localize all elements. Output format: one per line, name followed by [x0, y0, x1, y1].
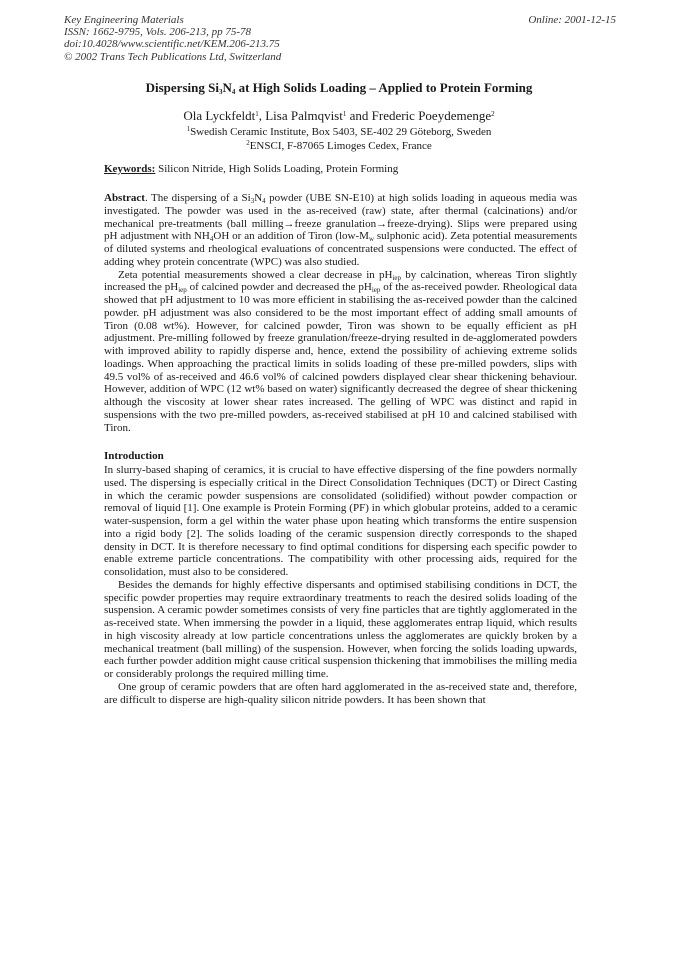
abstract-paragraph: Abstract. The dispersing of a $Si_3N_4$ powder (UBE SN-E10) at high solids loading in aqueous media was investigated. The powder was used in the as-received (raw) state, after thermal (calcinations) and/or mechanical pre-treatments (ball milling→freeze granulation→freeze-drying). Slips were prepared using pH adjustment with $NH_4OH$ or an addition of Tiron ($low-M_w$ sulphonic acid). Zeta potential measurements of diluted systems and rheological evaluations of concentrated suspensions were conducted. The effect of adding whey protein concentrate (WPC) was also studied. — [104, 192, 577, 268]
paper-title: Dispersing $Si_3N_4$ at High Solids Loading – Applied to Protein Forming — [145, 80, 533, 96]
journal-name: Key Engineering Materials — [64, 14, 184, 26]
abstract-label: Abstract — [104, 192, 145, 204]
keywords-label: Keywords: — [104, 163, 156, 175]
author-name: and Frederic Poeydemenge — [346, 108, 492, 123]
affiliation-2: $^2$ENSCI, F-87065 Limoges Cedex, France — [246, 139, 432, 152]
copyright-line: © 2002 Trans Tech Publications Ltd, Switzerland — [64, 50, 282, 63]
affiliation-1: $^1$Swedish Ceramic Institute, Box 5403, SE-402 29 Göteborg, Sweden — [186, 125, 492, 138]
journal-header — [64, 14, 281, 63]
body-paragraph: In slurry-based shaping of ceramics, it is crucial to have effective dispersing of the fine powders normally used. The dispersing is especially critical in the Direct Consolidation Techniques (DCT) or Direct Casting in which the ceramic powder suspensions are consolidated (solidified) without powder compaction or removal of liquid [1]. One example is Protein Forming (PF) in which globular proteins, added to a ceramic water-suspension, form a gel within the water phase upon heating which transforms the entire suspension into a rigid body [2]. The solids loading of the ceramic suspension directly corresponds to the shaped density in DCT. It is therefore necessary to find optimal conditions for dispersing each specific powder to enable extreme particle concentrations. The compatibility with other processing aids, required for the consolidation, must also to be considered. — [104, 464, 577, 578]
introduction-heading: Introduction — [104, 450, 164, 462]
doi-line: doi:10.4028/www.scientific.net/KEM.206-213.75 — [64, 38, 280, 51]
abstract-paragraph: Zeta potential measurements showed a clear decrease in $pH_{iep}$ by calcination, whereas Tiron slightly increased the $pH_{iep}$ of calcined powder and decreased the $pH_{iep}$ of the as-received powder. Rheological data showed that pH adjustment to 10 was more efficient in stabilising the as-received powder than the calcined powder. pH adjustment was also considered to be the most important effect of adding small amounts of Tiron (0.08 wt%). However, for calcined powder, Tiron was shown to be equally efficient as pH adjustment. Pre-milling followed by freeze granulation/freeze-drying resulted in de-agglomerated powders with improved ability to rapidly disperse and, hence, extend the possibility of achieving extreme solids loadings. When approaching the practical limits in solids loading of these pre-milled powders, slips with 49.5 vol% of as-received and 46.6 vol% of calcined powders displayed clear shear thickening behaviour. However, addition of WPC (12 wt% based on water) significantly decreased the degree of shear thickening although the viscosity at lower shear rates increased. The gelling of WPC was distinct and rapid in suspensions with the two pre-milled powders, as-received stabilised at pH 10 and calcined stabilised with Tiron. — [104, 268, 577, 434]
issn-line: ISSN: 1662-9795, Vols. 206-213, pp 75-78 — [64, 26, 251, 39]
keywords-line — [104, 163, 398, 176]
author-name: , Lisa Palmqvist — [258, 108, 343, 123]
body-paragraph: Besides the demands for highly effective dispersants and optimised stabilising conditions in DCT, the specific powder properties may require extraordinary treatments to reach the desired solids loading of the suspension. A ceramic powder sometimes consists of very fine particles that are tightly agglomerated in the as-received state. When immersing the powder in a liquid, these agglomerates entrap liquid, which results in high viscosity already at low particle concentrations unless the agglomerates are quickly broken by a mechanical treatment (ball milling) of the suspension. However, when forcing the solids loading upwards, each further powder addition might cause critical suspension thickening that immobilises the milling media or considerably prolongs the required milling time. — [104, 578, 577, 680]
abstract-section — [104, 192, 577, 434]
author-name: Ola Lyckfeldt — [183, 108, 256, 123]
online-date: Online: 2001-12-15 — [528, 14, 616, 26]
introduction-section — [104, 464, 577, 706]
body-paragraph: One group of ceramic powders that are often hard agglomerated in the as-received state and, therefore, are difficult to disperse are high-quality silicon nitride powders. It has been shown that — [104, 680, 577, 706]
keywords-text: Silicon Nitride, High Solids Loading, Protein Forming — [155, 163, 399, 175]
author-list: Ola Lyckfeldt$^1$, Lisa Palmqvist$^1$ and Frederic Poeydemenge$^2$ — [183, 108, 495, 123]
